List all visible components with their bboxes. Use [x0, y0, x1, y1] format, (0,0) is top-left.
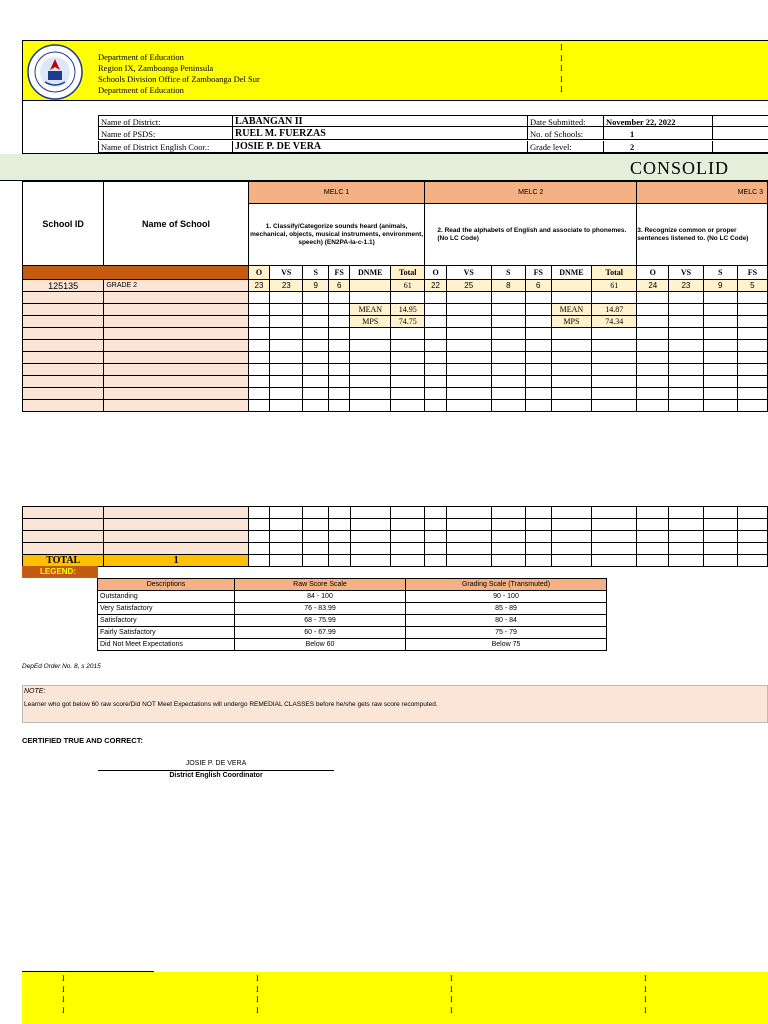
table-row: [23, 400, 768, 412]
score-cell: 8: [491, 280, 525, 292]
table-row: [23, 543, 768, 555]
legend-raw-scale: Below 60: [235, 639, 406, 651]
deped-seal-icon: [27, 44, 83, 100]
legend-description: Very Satisfactory: [98, 603, 235, 615]
sub-header: S: [491, 266, 525, 280]
header-tick: I: [560, 43, 563, 52]
legend-raw-scale: 68 - 75.99: [235, 615, 406, 627]
schools-label: No. of Schools:: [527, 128, 603, 140]
school-name-cell: GRADE 2: [104, 280, 248, 292]
legend-row: [98, 639, 607, 651]
score-cell: 23: [248, 280, 269, 292]
melc-1-header: MELC 1: [248, 182, 425, 204]
header-line: Schools Division Office of Zamboanga Del Sur: [98, 74, 260, 84]
legend-description: Fairly Satisfactory: [98, 627, 235, 639]
legend-description: Satisfactory: [98, 615, 235, 627]
note-title: NOTE:: [24, 688, 46, 695]
footer-tick: I: [62, 995, 65, 1004]
legend-grading-scale: 75 - 79: [406, 627, 607, 639]
sub-header: VS: [270, 266, 303, 280]
sub-header: DNME: [551, 266, 592, 280]
sub-header: FS: [525, 266, 551, 280]
legend-grading-scale: 80 - 84: [406, 615, 607, 627]
sub-header: Total: [592, 266, 637, 280]
header-tick-column: [560, 43, 563, 96]
footer-tick: I: [450, 974, 453, 983]
score-cell: 22: [425, 280, 446, 292]
district-info: [22, 101, 768, 154]
total-cell: 61: [592, 280, 637, 292]
date-label: Date Submitted:: [527, 116, 603, 128]
school-name-header: Name of School: [104, 182, 248, 266]
melc-3-description: 3. Recognize common or proper sentences listened to. (No LC Code): [637, 204, 768, 266]
header-tick: I: [560, 64, 563, 74]
melc-1-description: 1. Classify/Categorize sounds heard (animals, mechanical, objects, musical instruments, environment, speech) (EN2PA-Ia-c-1.1): [248, 204, 425, 266]
footer-tick-column: [450, 974, 453, 1016]
signatory-name: JOSIE P. DE VERA: [185, 760, 247, 767]
score-cell: 25: [446, 280, 491, 292]
score-cell: 6: [525, 280, 551, 292]
table-row: [23, 352, 768, 364]
table-row: [23, 376, 768, 388]
info-row-psds: [98, 128, 768, 140]
mean-label: MEAN: [551, 304, 592, 316]
sub-header: FS: [737, 266, 767, 280]
mean-label: MEAN: [350, 304, 391, 316]
legend-header: Descriptions: [98, 579, 235, 591]
score-cell: 23: [270, 280, 303, 292]
header-line: Region IX, Zamboanga Peninsula: [98, 63, 214, 73]
mps-label: MPS: [551, 316, 592, 328]
sub-header: VS: [669, 266, 703, 280]
signatory-title: District English Coordinator: [169, 772, 263, 779]
footer-tick: I: [256, 974, 259, 983]
footer-tick: I: [644, 995, 647, 1004]
footer-tick: I: [62, 1005, 65, 1015]
mean-value: 14.95: [391, 304, 425, 316]
total-cell: 61: [391, 280, 425, 292]
sub-header: Total: [391, 266, 425, 280]
footer-band: [22, 972, 768, 1024]
legend-description: Did Not Meet Expectations: [98, 639, 235, 651]
grade-label: Grade level:: [527, 141, 603, 153]
table-row: [23, 292, 768, 304]
header-line: Department of Education: [98, 85, 184, 95]
psds-label: Name of PSDS:: [98, 128, 232, 140]
header-tick: I: [560, 74, 563, 84]
legend-label: LEGEND:: [22, 566, 98, 578]
total-table: [22, 506, 768, 567]
footer-tick-column: [62, 974, 65, 1016]
legend-row: [98, 591, 607, 603]
header-tick: I: [560, 53, 563, 63]
legend-grading-scale: 90 - 100: [406, 591, 607, 603]
legend-header: Raw Score Scale: [235, 579, 406, 591]
table-row: [23, 507, 768, 519]
score-cell: 6: [329, 280, 350, 292]
mps-value: 74.34: [592, 316, 637, 328]
footer-tick: I: [644, 984, 647, 994]
table-row: [23, 316, 768, 328]
table-row: [23, 388, 768, 400]
school-id-cell: 125135: [23, 280, 104, 292]
note-text: Learner who got below 60 raw score/Did NOT Meet Expectations will undergo REMEDIAL CLASSES before he/she gets raw score recomputed.: [24, 701, 438, 708]
legend-description: Outstanding: [98, 591, 235, 603]
legend-table: [97, 578, 607, 651]
sub-header: O: [637, 266, 669, 280]
legend-row: [98, 627, 607, 639]
sub-header: S: [303, 266, 329, 280]
total-label: TOTAL: [23, 555, 104, 567]
info-row-district: [98, 115, 768, 127]
score-cell: [551, 280, 592, 292]
sub-header: FS: [329, 266, 350, 280]
score-cell: 24: [637, 280, 669, 292]
mean-value: 14.87: [592, 304, 637, 316]
melc-2-header: MELC 2: [425, 182, 637, 204]
sub-header: O: [425, 266, 446, 280]
district-value: LABANGAN II: [232, 116, 527, 128]
deped-order-reference: DepEd Order No. 8, s 2015: [22, 663, 101, 670]
score-cell: 23: [669, 280, 703, 292]
table-row: [23, 280, 768, 292]
melc-2-description: 2. Read the alphabets of English and associate to phonemes. (No LC Code): [425, 204, 637, 266]
grade-value: 2: [603, 141, 712, 153]
footer-tick: I: [62, 984, 65, 994]
header-tick: I: [560, 85, 563, 95]
sub-header: VS: [446, 266, 491, 280]
footer-tick: I: [644, 974, 647, 983]
certification-text: CERTIFIED TRUE AND CORRECT:: [22, 736, 143, 745]
footer-tick: I: [62, 974, 65, 983]
melc-3-header: MELC 3: [637, 182, 768, 204]
footer-tick: I: [256, 984, 259, 994]
legend-row: [98, 603, 607, 615]
legend-grading-scale: Below 75: [406, 639, 607, 651]
footer-tick: I: [450, 1005, 453, 1015]
sub-header: DNME: [350, 266, 391, 280]
mps-value: 74.75: [391, 316, 425, 328]
total-value: 1: [104, 555, 249, 567]
page-title: CONSOLID: [630, 158, 730, 178]
table-row: [23, 531, 768, 543]
district-label: Name of District:: [98, 116, 232, 128]
mps-label: MPS: [350, 316, 391, 328]
footer-tick: I: [450, 995, 453, 1004]
footer-tick: I: [450, 984, 453, 994]
table-row: [23, 328, 768, 340]
legend-raw-scale: 76 - 83.99: [235, 603, 406, 615]
score-cell: 9: [303, 280, 329, 292]
psds-value: RUEL M. FUERZAS: [232, 128, 527, 140]
table-row: [23, 519, 768, 531]
footer-tick-column: [644, 974, 647, 1016]
table-row: [23, 364, 768, 376]
legend-header: Grading Scale (Transmuted): [406, 579, 607, 591]
date-value: November 22, 2022: [603, 116, 712, 128]
table-row: [23, 340, 768, 352]
legend-grading-scale: 85 - 89: [406, 603, 607, 615]
sub-header: S: [703, 266, 737, 280]
header-lines: [98, 52, 260, 96]
legend-raw-scale: 84 - 100: [235, 591, 406, 603]
schools-value: 1: [603, 128, 712, 140]
footer-tick: I: [256, 1005, 259, 1015]
legend-raw-scale: 60 - 67.99: [235, 627, 406, 639]
table-row: [23, 304, 768, 316]
score-cell: 9: [703, 280, 737, 292]
footer-tick: I: [644, 1005, 647, 1015]
consolidation-table: [22, 181, 768, 412]
footer-tick-column: [256, 974, 259, 1016]
sub-header: O: [248, 266, 269, 280]
score-cell: [350, 280, 391, 292]
signature-line: [98, 770, 334, 771]
legend-row: [98, 615, 607, 627]
score-cell: 5: [737, 280, 767, 292]
footer-tick: I: [256, 995, 259, 1004]
info-row-coor: [98, 141, 768, 153]
coor-label: Name of District English Coor.:: [98, 141, 232, 153]
coor-value: JOSIE P. DE VERA: [232, 141, 527, 153]
total-row: [23, 555, 768, 567]
header-line: Department of Education: [98, 52, 184, 62]
school-id-header: School ID: [23, 182, 104, 266]
